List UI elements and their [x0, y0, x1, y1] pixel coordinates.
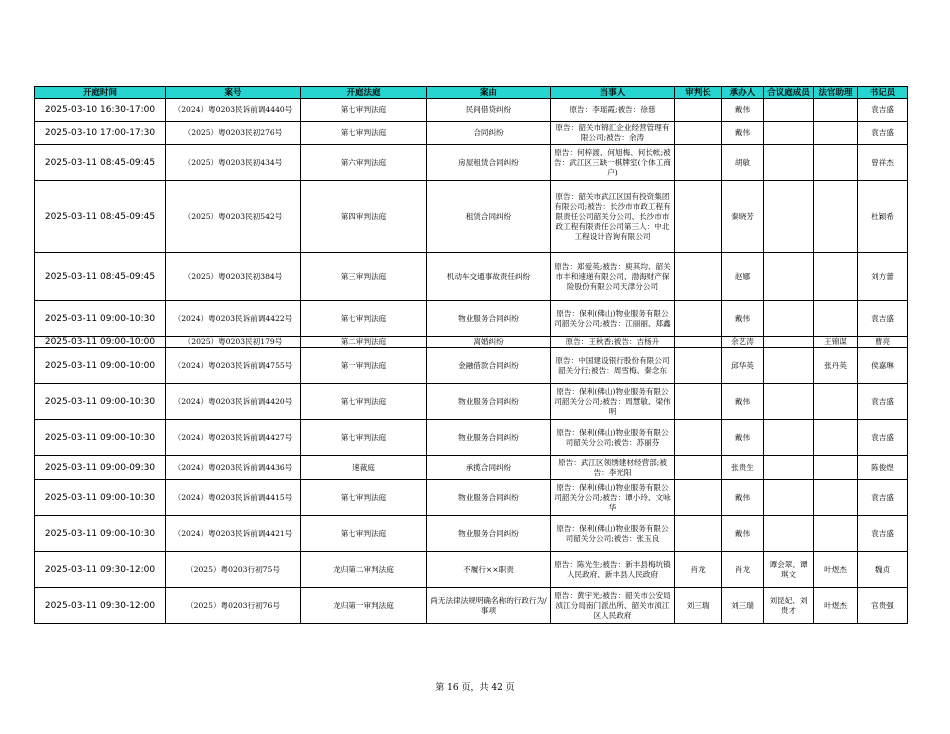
cell-undertaker: 肖龙 — [722, 552, 764, 588]
cell-undertaker: 戴伟 — [722, 301, 764, 337]
cell-cause: 房屋租赁合同纠纷 — [427, 145, 551, 181]
cell-cause: 物业服务合同纠纷 — [427, 516, 551, 552]
cell-panel-members: 刘昆妃、刘贵才 — [764, 588, 814, 624]
cell-judge-assistant — [814, 420, 858, 456]
cell-undertaker: 赵娜 — [722, 253, 764, 301]
cell-cause: 物业服务合同纠纷 — [427, 301, 551, 337]
cell-parties: 原告：韶关市锦汇企业经营管理有限公司;被告：余涛 — [551, 122, 675, 145]
cell-clerk: 袁吉盛 — [858, 301, 908, 337]
cell-hearing-time: 2025-03-11 09:00-09:30 — [35, 456, 166, 480]
cell-clerk: 杜颖希 — [858, 181, 908, 253]
cell-clerk: 官贵强 — [858, 588, 908, 624]
cell-panel-members — [764, 516, 814, 552]
cell-courtroom: 第七审判法庭 — [301, 99, 427, 122]
cell-panel-members — [764, 145, 814, 181]
cell-judge-assistant: 王锦谋 — [814, 337, 858, 348]
cell-parties: 原告：黄宇光;被告：韶关市公安局浈江分局南门派出所、韶关市浈江区人民政府 — [551, 588, 675, 624]
cell-undertaker: 戴伟 — [722, 516, 764, 552]
cell-judge-assistant — [814, 145, 858, 181]
cell-judge-assistant — [814, 516, 858, 552]
column-header-hearing-time: 开庭时间 — [35, 87, 166, 99]
cell-undertaker: 张贵生 — [722, 456, 764, 480]
cell-parties: 原告：韶关市武江区国有投资集团有限公司;被告：长沙市市政工程有限责任公司韶关分公司、长沙市市政工程有限责任公司第三人：中北工程设计咨询有限公司 — [551, 181, 675, 253]
cell-judge-assistant — [814, 99, 858, 122]
cell-undertaker: 秦晓芳 — [722, 181, 764, 253]
cell-panel-members — [764, 99, 814, 122]
cell-courtroom: 第四审判法庭 — [301, 181, 427, 253]
cell-courtroom: 第七审判法庭 — [301, 384, 427, 420]
cell-presiding-judge — [675, 384, 722, 420]
cell-undertaker: 戴伟 — [722, 480, 764, 516]
cell-courtroom: 第六审判法庭 — [301, 145, 427, 181]
table-row — [35, 384, 908, 420]
cell-hearing-time: 2025-03-11 08:45-09:45 — [35, 181, 166, 253]
cell-case-number: （2024）粤0203民诉前调4436号 — [166, 456, 301, 480]
cell-panel-members — [764, 456, 814, 480]
cell-clerk: 曹亮 — [858, 337, 908, 348]
cell-hearing-time: 2025-03-10 17:00-17:30 — [35, 122, 166, 145]
cell-hearing-time: 2025-03-11 09:00-10:00 — [35, 348, 166, 384]
table-row — [35, 480, 908, 516]
cell-undertaker: 戴伟 — [722, 122, 764, 145]
cell-undertaker: 余艺涛 — [722, 337, 764, 348]
cell-judge-assistant — [814, 384, 858, 420]
table-row — [35, 122, 908, 145]
cell-cause: 机动车交通事故责任纠纷 — [427, 253, 551, 301]
column-header-case-number: 案号 — [166, 87, 301, 99]
cell-hearing-time: 2025-03-11 08:45-09:45 — [35, 145, 166, 181]
cell-case-number: （2025）粤0203民初384号 — [166, 253, 301, 301]
cell-parties: 原告：武江区领绣建材经营部;被告：李光阳 — [551, 456, 675, 480]
column-header-judge-assistant: 法官助理 — [814, 87, 858, 99]
cell-judge-assistant — [814, 253, 858, 301]
cell-clerk: 袁吉盛 — [858, 122, 908, 145]
cell-undertaker: 戴伟 — [722, 384, 764, 420]
cell-hearing-time: 2025-03-11 09:00-10:30 — [35, 420, 166, 456]
cell-clerk: 袁吉盛 — [858, 99, 908, 122]
column-header-cause: 案由 — [427, 87, 551, 99]
cell-cause: 尚无法律法规明确名称的行政行为/事项 — [427, 588, 551, 624]
cell-parties: 原告：保利(佛山)物业服务有限公司韶关分公司;被告：张玉良 — [551, 516, 675, 552]
cell-case-number: （2024）粤0203民诉前调4420号 — [166, 384, 301, 420]
cell-case-number: （2024）粤0203民诉前调4427号 — [166, 420, 301, 456]
cell-presiding-judge — [675, 516, 722, 552]
table-row — [35, 552, 908, 588]
cell-courtroom: 龙归第二审判法庭 — [301, 552, 427, 588]
cell-clerk: 刘方蕾 — [858, 253, 908, 301]
cell-cause: 租赁合同纠纷 — [427, 181, 551, 253]
cell-hearing-time: 2025-03-11 09:30-12:00 — [35, 552, 166, 588]
cell-hearing-time: 2025-03-11 08:45-09:45 — [35, 253, 166, 301]
cell-judge-assistant — [814, 122, 858, 145]
cell-panel-members — [764, 420, 814, 456]
cell-presiding-judge — [675, 420, 722, 456]
table-row — [35, 145, 908, 181]
cell-cause: 离婚纠纷 — [427, 337, 551, 348]
cell-courtroom: 第七审判法庭 — [301, 122, 427, 145]
cell-hearing-time: 2025-03-11 09:00-10:30 — [35, 480, 166, 516]
cell-judge-assistant — [814, 480, 858, 516]
table-row — [35, 456, 908, 480]
cell-case-number: （2025）粤0203行初76号 — [166, 588, 301, 624]
page-number-text: 第 16 页，共 42 页 — [435, 683, 515, 693]
column-header-presiding-judge: 审判长 — [675, 87, 722, 99]
cell-hearing-time: 2025-03-11 09:00-10:30 — [35, 516, 166, 552]
cell-parties: 原告：保利(佛山)物业服务有限公司韶关分公司;被告：江丽丽、郑鑫 — [551, 301, 675, 337]
cell-clerk: 魏贞 — [858, 552, 908, 588]
cell-case-number: （2025）粤0203民初434号 — [166, 145, 301, 181]
cell-clerk: 侯嘉琳 — [858, 348, 908, 384]
cell-cause: 承揽合同纠纷 — [427, 456, 551, 480]
cell-judge-assistant — [814, 301, 858, 337]
cell-presiding-judge — [675, 145, 722, 181]
cell-cause: 不履行××职责 — [427, 552, 551, 588]
schedule-table — [34, 86, 908, 624]
column-header-panel-members: 合议庭成员 — [764, 87, 814, 99]
cell-hearing-time: 2025-03-11 09:30-12:00 — [35, 588, 166, 624]
cell-courtroom: 第三审判法庭 — [301, 253, 427, 301]
cell-presiding-judge: 刘三瑞 — [675, 588, 722, 624]
column-header-parties: 当事人 — [551, 87, 675, 99]
table-row — [35, 301, 908, 337]
cell-undertaker: 胡敏 — [722, 145, 764, 181]
cell-presiding-judge — [675, 337, 722, 348]
cell-case-number: （2024）粤0203民诉前调4415号 — [166, 480, 301, 516]
cell-cause: 物业服务合同纠纷 — [427, 384, 551, 420]
cell-cause: 金融借款合同纠纷 — [427, 348, 551, 384]
cell-case-number: （2024）粤0203民诉前调4755号 — [166, 348, 301, 384]
cell-panel-members — [764, 337, 814, 348]
cell-cause: 合同纠纷 — [427, 122, 551, 145]
cell-panel-members: 谭会翠、谭琪文 — [764, 552, 814, 588]
table-row — [35, 516, 908, 552]
cell-parties: 原告：中国建设银行股份有限公司韶关分行;被告：周雪梅、秦念东 — [551, 348, 675, 384]
cell-hearing-time: 2025-03-10 16:30-17:00 — [35, 99, 166, 122]
cell-case-number: （2024）粤0203民诉前调4422号 — [166, 301, 301, 337]
cell-clerk: 曾祥杰 — [858, 145, 908, 181]
cell-judge-assistant: 叶煜杰 — [814, 588, 858, 624]
page-footer — [0, 680, 950, 693]
cell-panel-members — [764, 122, 814, 145]
cell-hearing-time: 2025-03-11 09:00-10:30 — [35, 384, 166, 420]
cell-judge-assistant — [814, 456, 858, 480]
cell-courtroom: 龙归第一审判法庭 — [301, 588, 427, 624]
cell-case-number: （2025）粤0203民初179号 — [166, 337, 301, 348]
cell-courtroom: 第七审判法庭 — [301, 301, 427, 337]
cell-presiding-judge — [675, 456, 722, 480]
cell-parties: 原告：保利(佛山)物业服务有限公司韶关分公司;被告：苏丽芬 — [551, 420, 675, 456]
cell-presiding-judge: 肖龙 — [675, 552, 722, 588]
cell-parties: 原告：保利(佛山)物业服务有限公司韶关分公司;被告：谭小玲、文咏华 — [551, 480, 675, 516]
cell-case-number: （2025）粤0203民初542号 — [166, 181, 301, 253]
table-row — [35, 337, 908, 348]
cell-courtroom: 第七审判法庭 — [301, 516, 427, 552]
cell-presiding-judge — [675, 348, 722, 384]
table-row — [35, 253, 908, 301]
cell-parties: 原告：郑爱英;被告：庾其均、韶关市丰和速递有限公司、渤海财产保险股份有限公司天津分公司 — [551, 253, 675, 301]
cell-courtroom: 第一审判法庭 — [301, 348, 427, 384]
cell-case-number: （2025）粤0203行初75号 — [166, 552, 301, 588]
cell-clerk: 袁吉盛 — [858, 384, 908, 420]
cell-case-number: （2024）粤0203民诉前调4421号 — [166, 516, 301, 552]
cell-presiding-judge — [675, 253, 722, 301]
cell-clerk: 袁吉盛 — [858, 420, 908, 456]
cell-judge-assistant: 叶煜杰 — [814, 552, 858, 588]
cell-undertaker: 戴伟 — [722, 99, 764, 122]
cell-panel-members — [764, 253, 814, 301]
cell-panel-members — [764, 480, 814, 516]
cell-clerk: 袁吉盛 — [858, 516, 908, 552]
cell-panel-members — [764, 348, 814, 384]
cell-case-number: （2024）粤0203民诉前调4440号 — [166, 99, 301, 122]
cell-judge-assistant — [814, 181, 858, 253]
cell-presiding-judge — [675, 480, 722, 516]
cell-parties: 原告：陈光生;被告：新丰县梅坑镇人民政府、新丰县人民政府 — [551, 552, 675, 588]
cell-cause: 物业服务合同纠纷 — [427, 480, 551, 516]
cell-undertaker: 戴伟 — [722, 420, 764, 456]
cell-parties: 原告：何梓渡、何旭梅、何长帐;被告：武江区三缺一棋牌室(个体工商户) — [551, 145, 675, 181]
cell-undertaker: 邱华英 — [722, 348, 764, 384]
cell-panel-members — [764, 181, 814, 253]
table-row — [35, 181, 908, 253]
cell-presiding-judge — [675, 122, 722, 145]
cell-panel-members — [764, 301, 814, 337]
cell-judge-assistant: 张丹英 — [814, 348, 858, 384]
cell-parties: 原告：李瑶霞;被告：徐慈 — [551, 99, 675, 122]
column-header-undertaker: 承办人 — [722, 87, 764, 99]
cell-panel-members — [764, 384, 814, 420]
table-row — [35, 588, 908, 624]
table-row — [35, 99, 908, 122]
cell-cause: 民间借贷纠纷 — [427, 99, 551, 122]
cell-cause: 物业服务合同纠纷 — [427, 420, 551, 456]
cell-hearing-time: 2025-03-11 09:00-10:30 — [35, 301, 166, 337]
cell-courtroom: 速裁庭 — [301, 456, 427, 480]
table-row — [35, 348, 908, 384]
cell-case-number: （2025）粤0203民初276号 — [166, 122, 301, 145]
cell-courtroom: 第七审判法庭 — [301, 480, 427, 516]
cell-courtroom: 第七审判法庭 — [301, 420, 427, 456]
cell-clerk: 袁吉盛 — [858, 480, 908, 516]
cell-hearing-time: 2025-03-11 09:00-10:00 — [35, 337, 166, 348]
header-row — [35, 87, 908, 99]
cell-parties: 原告：保利(佛山)物业服务有限公司韶关分公司;被告：周慧敏、梁伟明 — [551, 384, 675, 420]
cell-presiding-judge — [675, 99, 722, 122]
column-header-courtroom: 开庭法庭 — [301, 87, 427, 99]
table-row — [35, 420, 908, 456]
cell-undertaker: 刘三瑞 — [722, 588, 764, 624]
cell-courtroom: 第二审判法庭 — [301, 337, 427, 348]
cell-presiding-judge — [675, 181, 722, 253]
cell-clerk: 陈俊煜 — [858, 456, 908, 480]
cell-parties: 原告：王秋香;被告：吉杨升 — [551, 337, 675, 348]
column-header-clerk: 书记员 — [858, 87, 908, 99]
cell-presiding-judge — [675, 301, 722, 337]
schedule-body — [35, 99, 908, 624]
